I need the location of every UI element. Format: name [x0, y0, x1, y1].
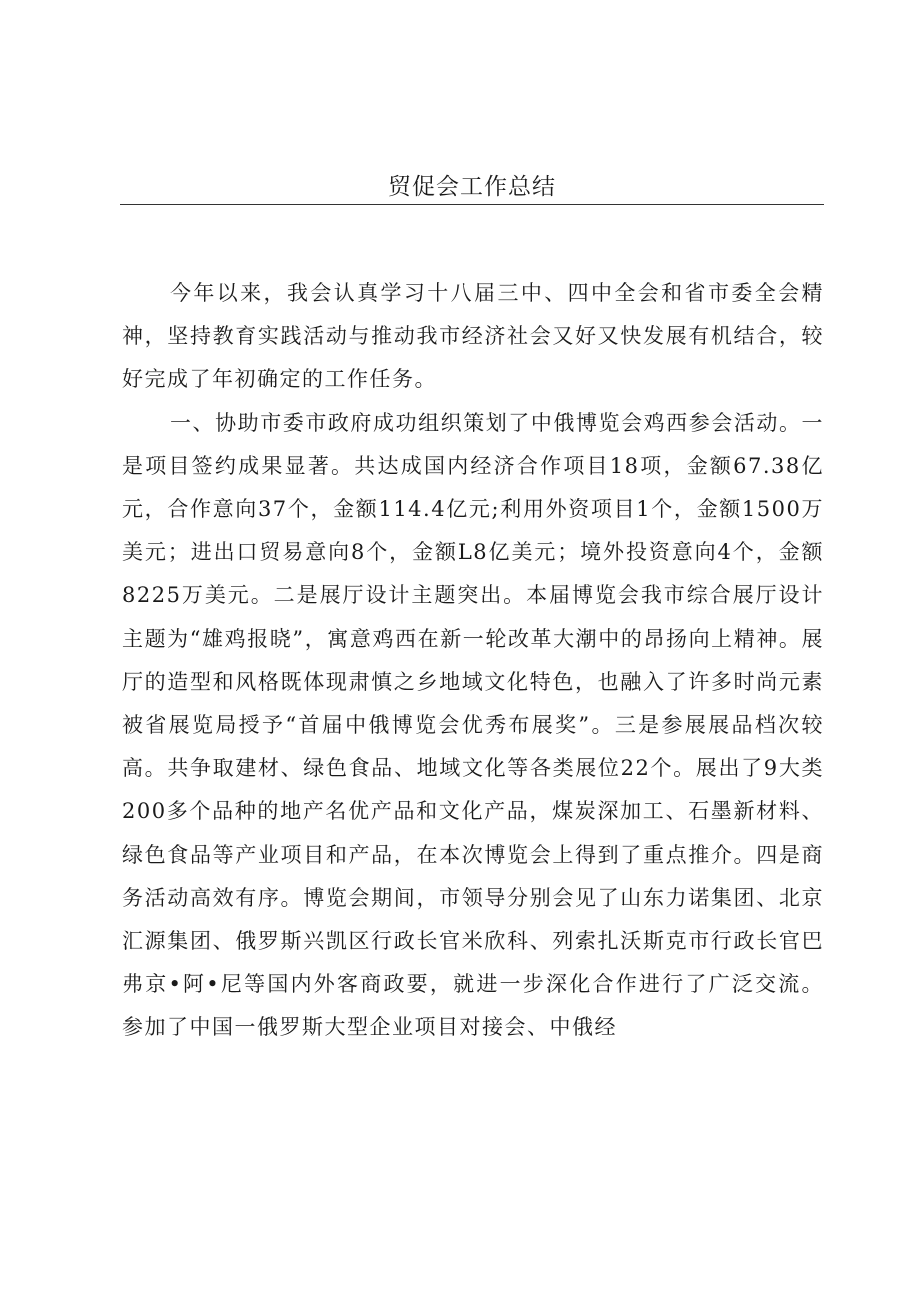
document-title: 贸促会工作总结 — [388, 174, 556, 200]
intro-paragraph: 今年以来，我会认真学习十八届三中、四中全会和省市委全会精神，坚持教育实践活动与推动我市经济社会又好又快发展有机结合，较好完成了年初确定的工作任务。 — [122, 281, 824, 392]
title-underline — [120, 204, 824, 205]
section-one-paragraph: 一、协助市委市政府成功组织策划了中俄博览会鸡西参会活动。一是项目签约成果显著。共达成国内经济合作项目18项，金额67.38亿元，合作意向37个，金额114.4亿元;利用外资项目1个，金额1500万美元；进出口贸易意向8个，金额L8亿美元；境外投资意向4个，金额8225万美元。二是展厅设计主题突出。本届博览会我市综合展厅设计主题为“雄鸡报晓”，寓意鸡西在新一轮改革大潮中的昂扬向上精神。展厅的造型和风格既体现肃慎之乡地域文化特色，也融入了许多时尚元素被省展览局授予“首届中俄博览会优秀布展奖”。三是参展展品档次较高。共争取建材、绿色食品、地域文化等各类展位22个。展出了9大类200多个品种的地产名优产品和文化产品，煤炭深加工、石墨新材料、绿色食品等产业项目和产品，在本次博览会上得到了重点推介。四是商务活动高效有序。博览会期间，市领导分别会见了山东力诺集团、北京汇源集团、俄罗斯兴凯区行政长官米欣科、列索扎沃斯克市行政长官巴弗京•阿•尼等国内外客商政要，就进一步深化合作进行了广泛交流。参加了中国一俄罗斯大型企业项目对接会、中俄经 — [122, 410, 824, 1040]
document-body — [122, 272, 824, 1050]
